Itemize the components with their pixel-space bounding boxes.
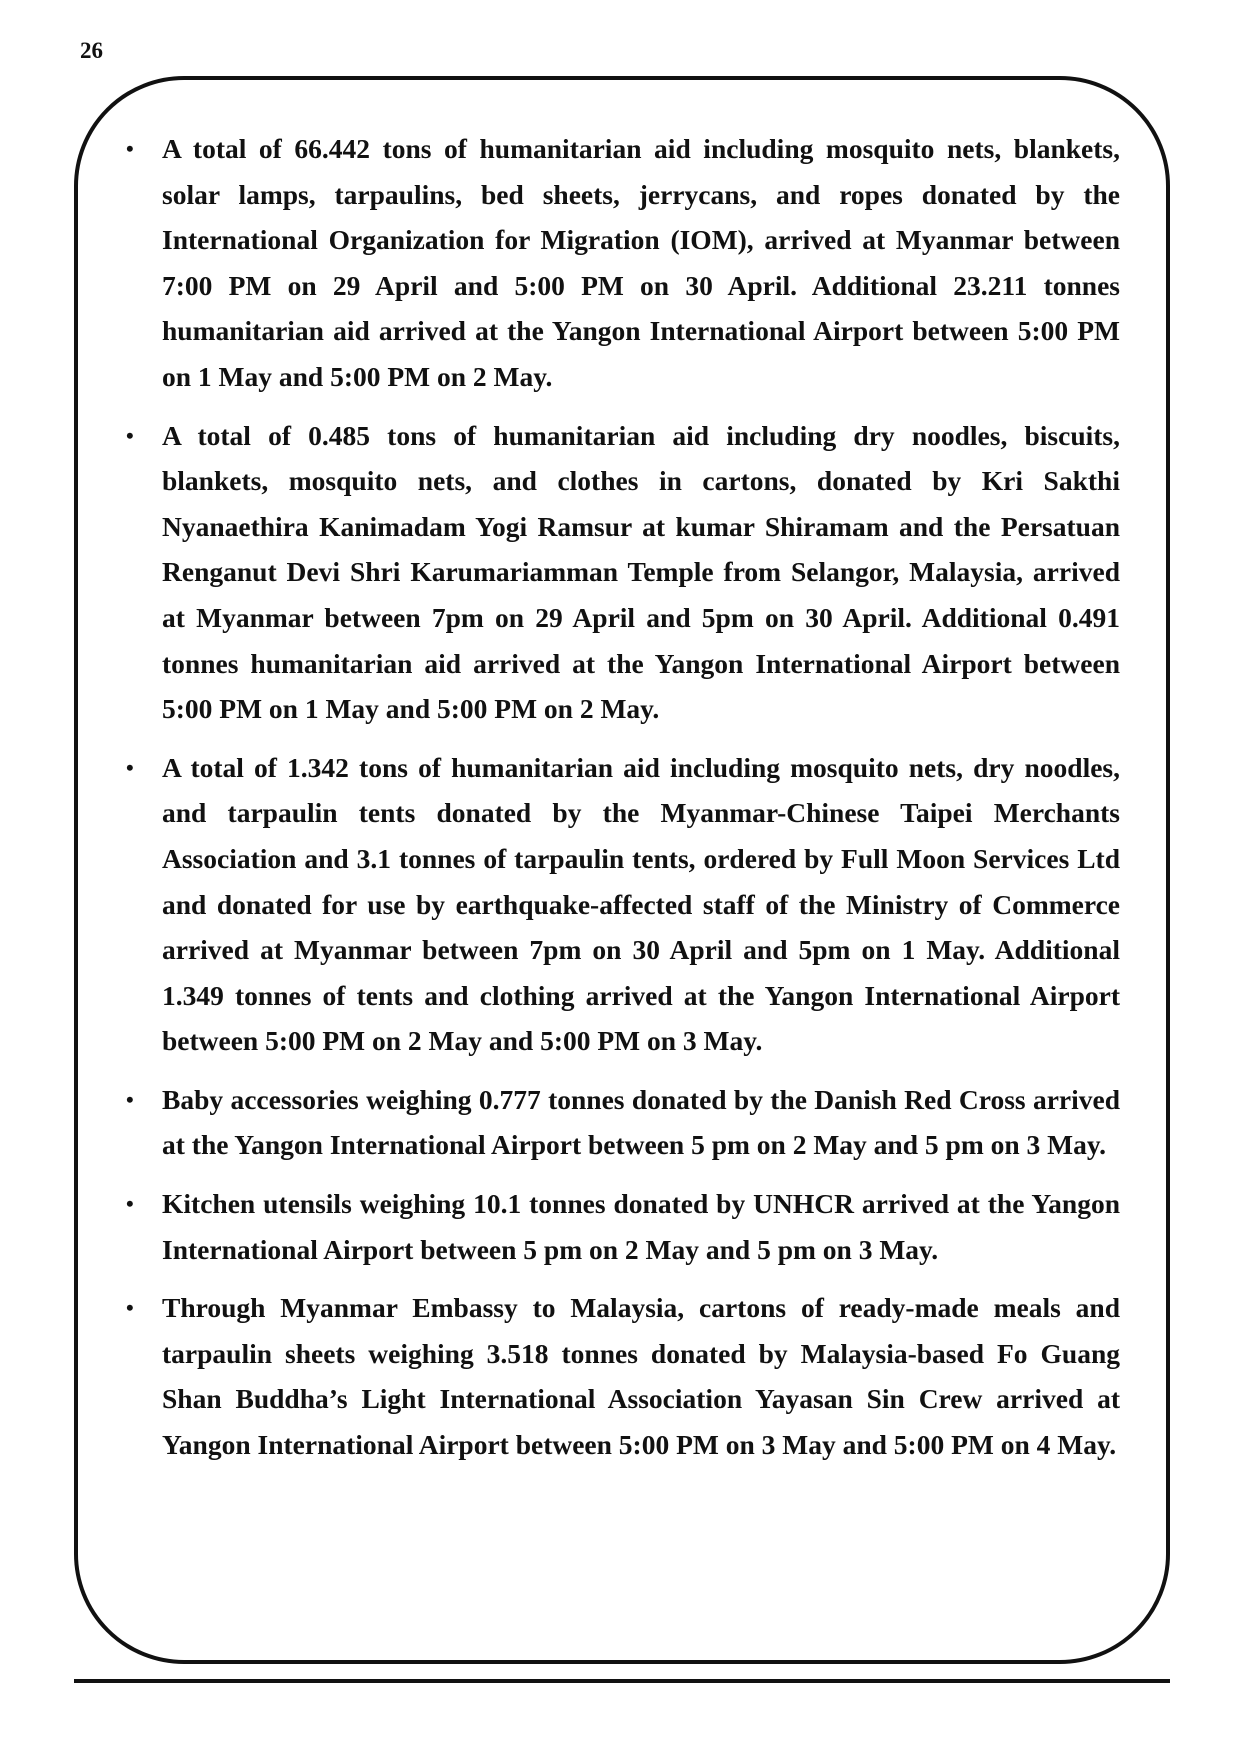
bullet-icon: • xyxy=(126,422,134,448)
list-item xyxy=(122,1285,1120,1467)
list-item-text: Through Myanmar Embassy to Malaysia, cartons of ready-made meals and tarpaulin sheets weighing 3.518 tonnes donated by Malaysia-based Fo Guang Shan Buddha’s Light International Association Yayasan Sin Crew arrived at Yangon International Airport between 5:00 PM on 3 May and 5:00 PM on 4 May. xyxy=(162,1292,1120,1461)
list-item xyxy=(122,1077,1120,1168)
bullet-icon: • xyxy=(126,1191,134,1217)
page-number: 26 xyxy=(80,38,103,63)
list-item-text: Baby accessories weighing 0.777 tonnes donated by the Danish Red Cross arrived at the Yangon International Airport between 5 pm on 2 May and 5 pm on 3 May. xyxy=(162,1083,1120,1161)
list-item xyxy=(122,126,1120,400)
bottom-rule xyxy=(74,1679,1170,1683)
bullet-icon: • xyxy=(126,1295,134,1321)
list-item-text: A total of 66.442 tons of humanitarian aid including mosquito nets, blankets, solar lamps, tarpaulins, bed sheets, jerrycans, and ropes donated by the International Organization for Migration (IOM), arrived at Myanmar between 7:00 PM on 29 April and 5:00 PM on 30 April. Additional 23.211 tonnes humanitarian aid arrived at the Yangon International Airport between 5:00 PM on 1 May and 5:00 PM on 2 May. xyxy=(162,133,1120,392)
list-item xyxy=(122,745,1120,1064)
list-item xyxy=(122,1181,1120,1272)
list-item-text: A total of 0.485 tons of humanitarian aid including dry noodles, biscuits, blankets, mosquito nets, and clothes in cartons, donated by Kri Sakthi Nyanaethira Kanimadam Yogi Ramsur at kumar Shiramam and the Persatuan Renganut Devi Shri Karumariamman Temple from Selangor, Malaysia, arrived at Myanmar between 7pm on 29 April and 5pm on 30 April. Additional 0.491 tonnes humanitarian aid arrived at the Yangon International Airport between 5:00 PM on 1 May and 5:00 PM on 2 May. xyxy=(162,419,1120,725)
aid-shipment-list xyxy=(122,126,1120,1481)
bullet-icon: • xyxy=(126,1086,134,1112)
list-item xyxy=(122,413,1120,732)
bullet-icon: • xyxy=(126,754,134,780)
bullet-icon: • xyxy=(126,136,134,161)
list-item-text: A total of 1.342 tons of humanitarian aid including mosquito nets, dry noodles, and tarpaulin tents donated by the Myanmar-Chinese Taipei Merchants Association and 3.1 tonnes of tarpaulin tents, ordered by Full Moon Services Ltd and donated for use by earthquake-affected staff of the Ministry of Commerce arrived at Myanmar between 7pm on 30 April and 5pm on 1 May. Additional 1.349 tonnes of tents and clothing arrived at the Yangon International Airport between 5:00 PM on 2 May and 5:00 PM on 3 May. xyxy=(162,751,1120,1057)
list-item-text: Kitchen utensils weighing 10.1 tonnes donated by UNHCR arrived at the Yangon International Airport between 5 pm on 2 May and 5 pm on 3 May. xyxy=(162,1188,1120,1265)
